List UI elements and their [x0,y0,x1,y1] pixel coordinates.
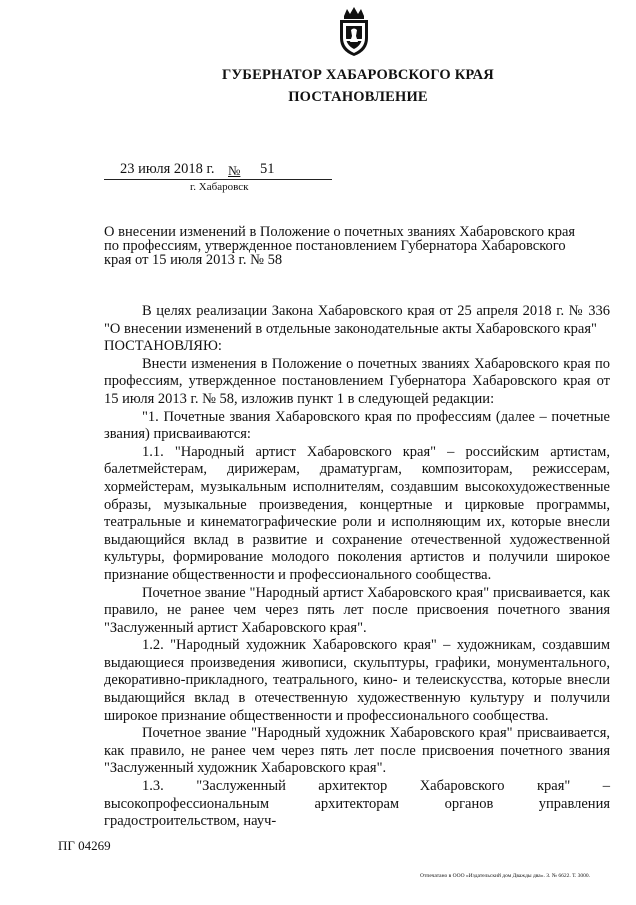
issuer-title: ГУБЕРНАТОР ХАБАРОВСКОГО КРАЯ [222,67,494,83]
subject-line: по профессиям, утвержденное постановлением Губернатора Хабаровского [104,238,566,254]
subject-line: О внесении изменений в Положение о почетных званиях Хабаровского края [104,224,576,240]
document-city: г. Хабаровск [190,181,249,193]
date-number-line [104,161,332,180]
document-type-title: ПОСТАНОВЛЕНИЕ [288,89,428,105]
printer-imprint: Отпечатано в ООО «Издательский дом Дважды два». З. № 6622. Т. 3000. [420,873,591,879]
body-paragraph: В целях реализации Закона Хабаровского края от 25 апреля 2018 г. № 336 "О внесении изменений в отдельные законодательные акты Хабаровского края" [104,303,610,337]
document-subject [104,225,610,267]
body-paragraph: "1. Почетные звания Хабаровского края по профессиям (далее – почетные звания) присваиваются: [104,408,610,443]
body-paragraph: 1.3. "Заслуженный архитектор Хабаровского края" – высокопрофессиональным архитекторам органов управления градостроительством, науч- [104,778,610,830]
body-paragraph: Внести изменения в Положение о почетных званиях Хабаровского края по профессиям, утвержденное постановлением Губернатора Хабаровского края от 15 июля 2013 г. № 58, изложив пункт 1 в следующей редакции: [104,355,610,407]
subject-line: края от 15 июля 2013 г. № 58 [104,252,283,268]
document-number: 51 [260,161,275,177]
body-paragraph: 1.2. "Народный художник Хабаровского края" – художникам, создавшим выдающиеся произведения живописи, скульптуры, графики, монументального, декоративно-прикладного, театрального, кино- и телеискусства, которые внесли выдающийся вклад в отечественную художественную культуру и получили широкое признание общественности и профессионального сообщества. [104,637,610,724]
body-paragraph: 1.1. "Народный артист Хабаровского края" – российским артистам, балетмейстерам, дирижерам, драматургам, композиторам, режиссерам, хормейстерам, музыкальным исполнителям, создавшим высокохудожественные образы, музыкальные произведения, концертные и цирковые программы, театральные и кинематографические роли и исполняющим их, которые внесли выдающийся вклад в развитие и сохранение отечественной художественной культуры, формирование молодого поколения артистов и получили широкое признание общественности и профессионального сообщества. [104,443,610,583]
resolution-word: ПОСТАНОВЛЯЮ: [104,338,222,355]
document-date: 23 июля 2018 г. [120,161,215,177]
body-paragraph: Почетное звание "Народный художник Хабаровского края" присваивается, как правило, не ранее чем через пять лет после присвоения почетного звания "Заслуженный художник Хабаровского края". [104,725,610,777]
number-sign: № [228,163,241,178]
form-code: ПГ 04269 [58,838,111,853]
document-body [104,303,610,831]
coat-of-arms-icon [334,6,374,58]
body-paragraph: Почетное звание "Народный артист Хабаровского края" присваивается, как правило, не ранее чем через пять лет после присвоения почетного звания "Заслуженный артист Хабаровского края". [104,584,610,636]
